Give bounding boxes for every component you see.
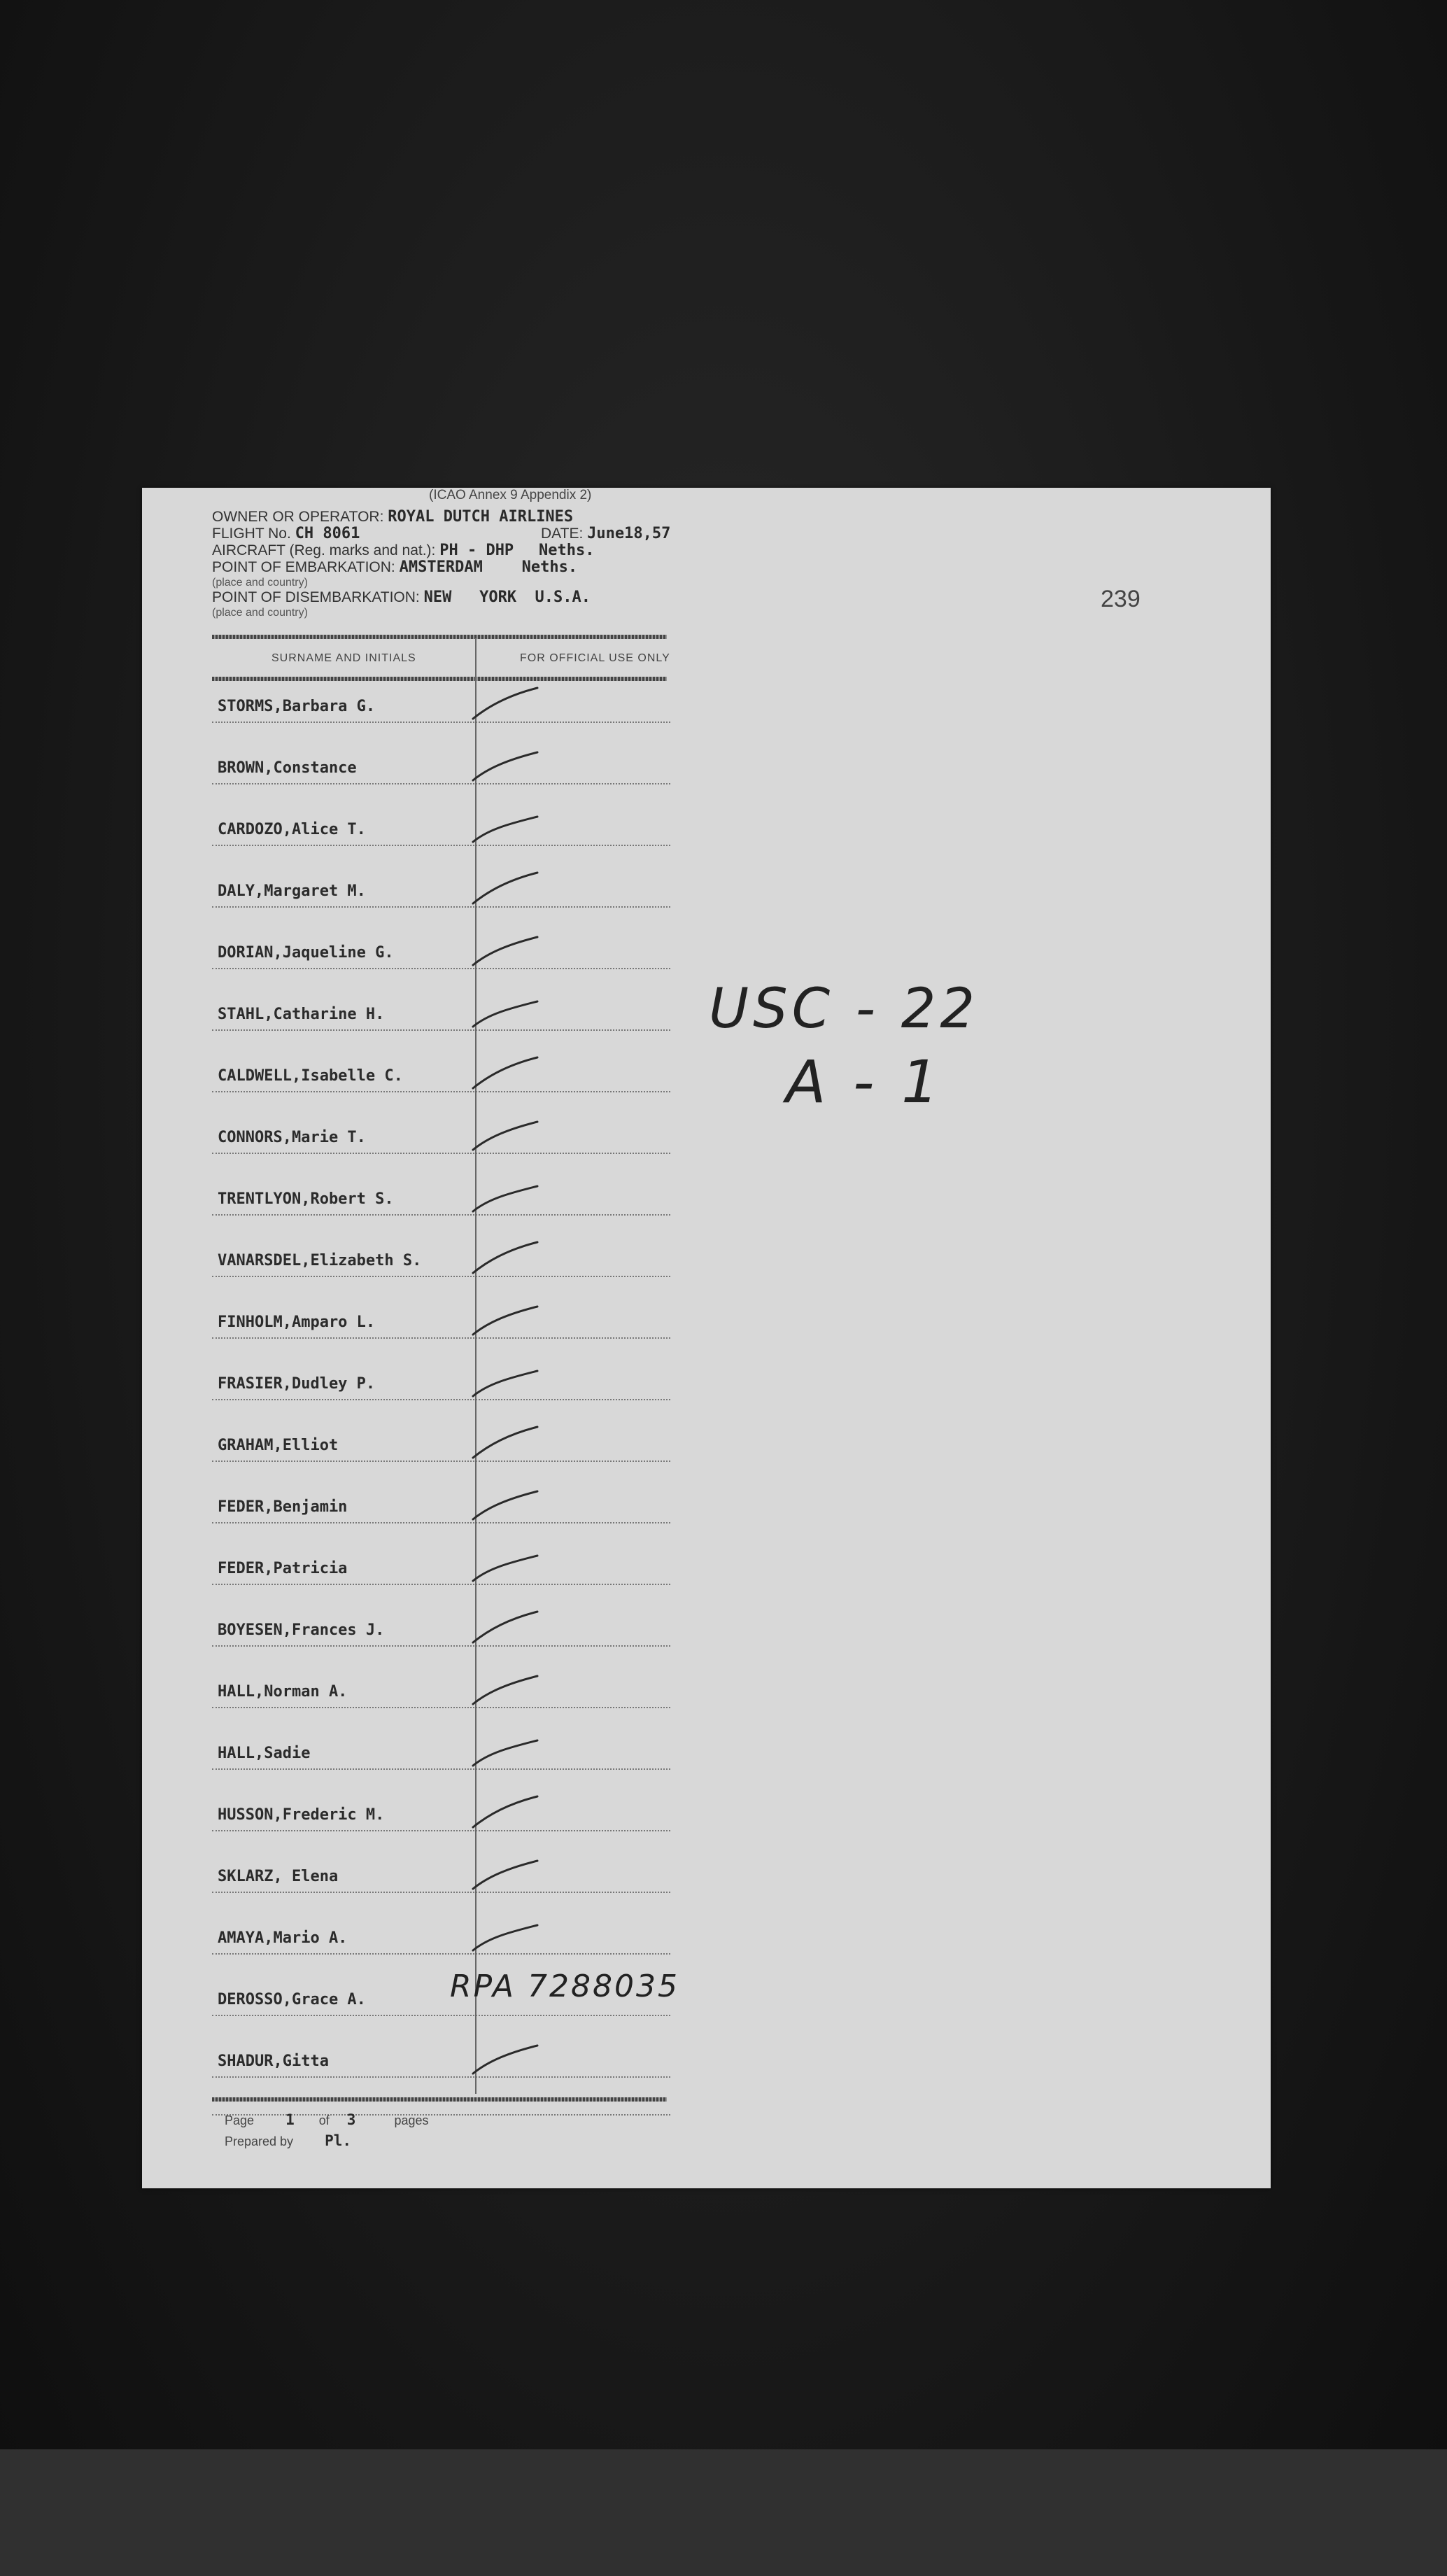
passenger-name: FRASIER,Dudley P. — [218, 1375, 376, 1393]
row-dotted-line — [212, 1153, 670, 1154]
tick-mark-icon — [467, 1917, 544, 1952]
prepared-by-line — [225, 2132, 351, 2149]
official-use-column-header: FOR OFFICIAL USE ONLY — [520, 652, 670, 664]
page-count-line — [225, 2111, 428, 2128]
passenger-name: BROWN,Constance — [218, 759, 357, 777]
row-dotted-line — [212, 1953, 670, 1955]
owner-line — [212, 509, 573, 526]
date-label: DATE: — [541, 526, 584, 542]
passenger-name: VANARSDEL,Elizabeth S. — [218, 1252, 422, 1269]
handwritten-code-line-2: A - 1 — [786, 1048, 943, 1116]
embarkation-label: POINT OF EMBARKATION: — [212, 559, 395, 575]
passenger-name: FINHOLM,Amparo L. — [218, 1314, 376, 1331]
embarkation-value: AMSTERDAM — [399, 558, 483, 576]
row-dotted-line — [212, 968, 670, 969]
surname-column-header: SURNAME AND INITIALS — [271, 652, 416, 664]
of-value: 3 — [346, 2111, 356, 2128]
pages-label: pages — [394, 2113, 429, 2127]
tick-mark-icon — [467, 1239, 544, 1274]
tick-mark-icon — [467, 1363, 544, 1398]
annex-reference: (ICAO Annex 9 Appendix 2) — [429, 488, 592, 502]
row-dotted-line — [212, 783, 670, 784]
prepared-by-value: Pl. — [325, 2132, 352, 2149]
row-dotted-line — [212, 1645, 670, 1647]
row-dotted-line — [212, 2015, 670, 2016]
row-dotted-line — [212, 1707, 670, 1708]
flight-label: FLIGHT No. — [212, 526, 291, 542]
header-rule-bottom — [212, 677, 667, 681]
row-dotted-line — [212, 1522, 670, 1523]
flight-value: CH 8061 — [295, 525, 360, 542]
tick-mark-icon — [467, 870, 544, 905]
passenger-name: AMAYA,Mario A. — [218, 1929, 348, 1947]
owner-label: OWNER OR OPERATOR: — [212, 509, 384, 525]
row-dotted-line — [212, 1337, 670, 1339]
row-dotted-line — [212, 1768, 670, 1770]
disembarkation-caption: (place and country) — [212, 607, 308, 619]
date-line — [541, 526, 670, 542]
disembarkation-value: NEW YORK U.S.A. — [423, 589, 591, 606]
embarkation-line — [212, 559, 577, 576]
tick-mark-icon — [467, 1424, 544, 1459]
row-dotted-line — [212, 845, 670, 846]
tick-mark-icon — [467, 685, 544, 720]
tick-mark-icon — [467, 1609, 544, 1644]
aircraft-value: PH - DHP — [439, 542, 514, 559]
date-value: June18,57 — [587, 525, 671, 542]
handwritten-rpa-note: RPA 7288035 — [450, 1969, 679, 2004]
row-dotted-line — [212, 1399, 670, 1400]
tick-mark-icon — [467, 808, 544, 843]
passenger-name: CONNORS,Marie T. — [218, 1129, 366, 1146]
passenger-name: DORIAN,Jaqueline G. — [218, 944, 394, 962]
row-dotted-line — [212, 722, 670, 723]
footer-rule — [212, 2097, 667, 2102]
row-dotted-line — [212, 1461, 670, 1462]
row-dotted-line — [212, 1584, 670, 1585]
row-dotted-line — [212, 1892, 670, 1893]
passenger-name: BOYESEN,Frances J. — [218, 1621, 385, 1639]
passenger-name: STAHL,Catharine H. — [218, 1006, 385, 1023]
aircraft-nationality: Neths. — [539, 542, 595, 559]
owner-value: ROYAL DUTCH AIRLINES — [388, 508, 574, 526]
embarkation-caption: (place and country) — [212, 577, 308, 589]
tick-mark-icon — [467, 1547, 544, 1582]
passenger-name: GRAHAM,Elliot — [218, 1437, 339, 1454]
passenger-name: TRENTLYON,Robert S. — [218, 1190, 394, 1208]
embarkation-country: Neths. — [521, 558, 578, 576]
tick-mark-icon — [467, 1116, 544, 1151]
page-stamp-number: 239 — [1101, 586, 1141, 612]
of-label: of — [318, 2113, 330, 2127]
tick-mark-icon — [467, 1301, 544, 1336]
handwritten-code-line-1: USC - 22 — [709, 978, 980, 1041]
row-dotted-line — [212, 906, 670, 908]
row-dotted-line — [212, 1214, 670, 1216]
page-label: Page — [225, 2113, 255, 2127]
header-rule-top — [212, 635, 667, 639]
passenger-name: DEROSSO,Grace A. — [218, 1991, 366, 2008]
row-dotted-line — [212, 1029, 670, 1031]
row-dotted-line — [212, 1091, 670, 1092]
passenger-name: SHADUR,Gitta — [218, 2053, 329, 2070]
passenger-name: FEDER,Patricia — [218, 1560, 348, 1577]
passenger-name: DALY,Margaret M. — [218, 882, 366, 900]
tick-mark-icon — [467, 1794, 544, 1829]
tick-mark-icon — [467, 1732, 544, 1767]
tick-mark-icon — [467, 931, 544, 966]
flight-line — [212, 526, 360, 542]
row-dotted-line — [212, 2076, 670, 2078]
passenger-name: STORMS,Barbara G. — [218, 698, 376, 715]
row-dotted-line — [212, 1276, 670, 1277]
page-value: 1 — [285, 2111, 295, 2128]
prepared-by-label: Prepared by — [225, 2134, 294, 2148]
passenger-name: HUSSON,Frederic M. — [218, 1806, 385, 1824]
tick-mark-icon — [467, 1486, 544, 1521]
tick-mark-icon — [467, 1178, 544, 1213]
disembarkation-label: POINT OF DISEMBARKATION: — [212, 589, 420, 605]
viewer-bottom-strip — [0, 2449, 1447, 2576]
tick-mark-icon — [467, 993, 544, 1028]
aircraft-line — [212, 542, 595, 559]
disembarkation-line — [212, 589, 591, 606]
passenger-name: HALL,Sadie — [218, 1745, 311, 1762]
row-dotted-line — [212, 1830, 670, 1831]
tick-mark-icon — [467, 1055, 544, 1090]
tick-mark-icon — [467, 1670, 544, 1705]
passenger-name: CARDOZO,Alice T. — [218, 821, 366, 838]
tick-mark-icon — [467, 747, 544, 782]
manifest-sheet — [142, 488, 1271, 2188]
passenger-name: FEDER,Benjamin — [218, 1498, 348, 1516]
tick-mark-icon — [467, 1855, 544, 1890]
passenger-name: SKLARZ, Elena — [218, 1868, 339, 1885]
aircraft-label: AIRCRAFT (Reg. marks and nat.): — [212, 542, 436, 558]
tick-mark-icon — [467, 2040, 544, 2075]
passenger-name: CALDWELL,Isabelle C. — [218, 1067, 403, 1085]
passenger-name: HALL,Norman A. — [218, 1683, 348, 1701]
